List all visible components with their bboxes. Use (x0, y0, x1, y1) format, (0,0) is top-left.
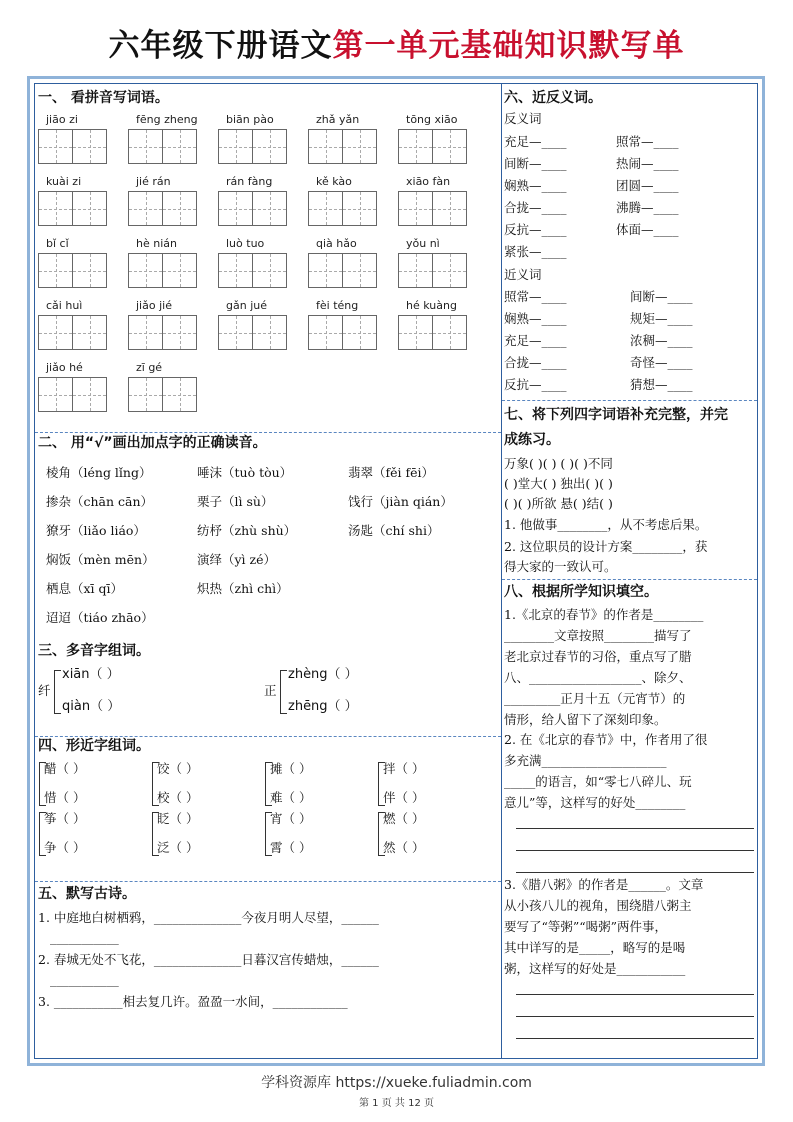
antonym-item: 娴熟—____ (504, 178, 567, 193)
similar-char-item: 惜（ ） (44, 790, 86, 805)
answer-line (516, 872, 754, 873)
writing-grid (218, 129, 286, 164)
reading-item: 炽热（zhì chì） (197, 581, 289, 596)
writing-grid (128, 377, 196, 412)
section-5-title: 五、默写古诗。 (38, 886, 136, 902)
reading-item: 栗子（lì sù） (197, 494, 274, 509)
grid-cell (398, 253, 433, 288)
antonym-item: 间断—____ (504, 156, 567, 171)
grid-cell (72, 315, 107, 350)
fill-line: 1.《北京的春节》的作者是________ (504, 607, 704, 622)
writing-grid (398, 315, 466, 350)
section-2-title: 二、 用“√”画出加点字的正确读音。 (38, 435, 267, 451)
divider (502, 579, 757, 580)
similar-char-item: 拌（ ） (383, 761, 425, 776)
brace (265, 812, 272, 856)
poem-line-1b: ___________ (50, 930, 119, 945)
fill-line: _________正月十五（元宵节）的 (504, 691, 686, 706)
writing-grid (38, 129, 106, 164)
grid-cell (308, 191, 343, 226)
grid-cell (308, 253, 343, 288)
writing-grid (308, 315, 376, 350)
pinyin-label: bǐ cǐ (46, 237, 69, 250)
similar-char-item: 眨（ ） (157, 811, 199, 826)
synonym-item: 浓稠—____ (630, 333, 693, 348)
similar-char-item: 争（ ） (44, 840, 86, 855)
reading-item: 唾沫（tuò tòu） (197, 465, 293, 480)
antonym-item: 热闹—____ (616, 156, 679, 171)
answer-line (516, 850, 754, 851)
fill-line: 要写了“等粥”“喝粥”两件事， (504, 919, 668, 934)
poem-line-3: 3. ___________相去复几许。盈盈一水间，____________ (38, 994, 348, 1009)
pinyin-label: qià hǎo (316, 237, 357, 250)
pinyin-label: hé kuàng (406, 299, 457, 312)
grid-cell (128, 191, 163, 226)
reading-item: 饯行（jiàn qián） (348, 494, 453, 509)
grid-cell (38, 129, 73, 164)
similar-char-item: 摊（ ） (270, 761, 312, 776)
poem-line-2b: ___________ (50, 972, 119, 987)
footer-source: 学科资源库 https://xueke.fuliadmin.com (261, 1075, 532, 1091)
pinyin-label: cǎi huì (46, 299, 83, 312)
synonym-item: 规矩—____ (630, 311, 693, 326)
brace (280, 670, 287, 714)
grid-cell (72, 253, 107, 288)
poem-line-1: 1. 中庭地白树栖鸦，______________今夜月明人尽望，______ (38, 910, 379, 925)
grid-cell (252, 315, 287, 350)
section-8-title: 八、根据所学知识填空。 (504, 584, 658, 600)
antonym-item: 体面—____ (616, 222, 679, 237)
reading-item: 栖息（xī qī） (46, 581, 124, 596)
pinyin-label: yǒu nì (406, 237, 440, 250)
antonym-item: 合拢—____ (504, 200, 567, 215)
grid-cell (218, 315, 253, 350)
similar-char-item: 伴（ ） (383, 790, 425, 805)
brace (378, 762, 385, 806)
synonym-item: 合拢—____ (504, 355, 567, 370)
grid-cell (398, 191, 433, 226)
pinyin-label: jiǎo hé (46, 361, 83, 374)
fill-line: _____的语言，如“零七八碎儿、玩 (504, 774, 692, 789)
writing-grid (308, 253, 376, 288)
reading-item: 獠牙（liǎo liáo） (46, 523, 146, 538)
grid-cell (252, 253, 287, 288)
reading-item: 掺杂（chān cān） (46, 494, 154, 509)
grid-cell (38, 315, 73, 350)
section-7-title-cont: 成练习。 (504, 432, 560, 448)
answer-line (516, 994, 754, 995)
antonym-item: 照常—____ (616, 134, 679, 149)
answer-line (516, 1016, 754, 1017)
grid-cell (38, 191, 73, 226)
synonym-label: 近义词 (504, 267, 542, 282)
fill-line: 老北京过春节的习俗，重点写了腊 (504, 649, 692, 664)
similar-char-item: 宵（ ） (270, 811, 312, 826)
reading-item: 演绎（yì zé） (197, 552, 277, 567)
grid-cell (38, 253, 73, 288)
page-title (0, 26, 793, 66)
grid-cell (342, 191, 377, 226)
brace (378, 812, 385, 856)
fill-line: 3.《腊八粥》的作者是______。文章 (504, 877, 704, 892)
writing-grid (38, 315, 106, 350)
synonym-item: 间断—____ (630, 289, 693, 304)
pinyin-label: fēng zheng (136, 113, 198, 126)
writing-grid (218, 253, 286, 288)
writing-grid (128, 129, 196, 164)
pinyin-label: gǎn jué (226, 299, 267, 312)
antonym-item: 充足—____ (504, 134, 567, 149)
grid-cell (432, 129, 467, 164)
idiom-question-2: 2. 这位职员的设计方案________，获 (504, 539, 708, 554)
idiom-row-2: ( )堂大( ) 独出( )( ) (504, 476, 613, 491)
idiom-row-3: ( )( )所欲 悬( )结( ) (504, 496, 613, 511)
synonym-item: 充足—____ (504, 333, 567, 348)
reading-item: 焖饭（mèn mēn） (46, 552, 155, 567)
pinyin-label: xiāo fàn (406, 175, 451, 188)
synonym-item: 猜想—____ (630, 377, 693, 392)
writing-grid (308, 191, 376, 226)
polyphone-1b: qiàn（ ） (62, 699, 121, 714)
pinyin-label: zī gé (136, 361, 163, 374)
polyphone-2b: zhēng（ ） (288, 699, 358, 714)
grid-cell (218, 129, 253, 164)
writing-grid (38, 377, 106, 412)
synonym-item: 反抗—____ (504, 377, 567, 392)
grid-cell (432, 253, 467, 288)
similar-char-item: 然（ ） (383, 840, 425, 855)
section-4-title: 四、形近字组词。 (38, 738, 150, 754)
writing-grid (38, 253, 106, 288)
fill-line: 从小孩八儿的视角，围绕腊八粥主 (504, 898, 692, 913)
writing-grid (128, 253, 196, 288)
antonym-item: 团圆—____ (616, 178, 679, 193)
grid-cell (308, 129, 343, 164)
synonym-item: 照常—____ (504, 289, 567, 304)
polyphone-char-2: 正 (264, 683, 277, 698)
section-7-title: 七、将下列四字词语补充完整，并完 (504, 407, 728, 423)
grid-cell (252, 191, 287, 226)
pinyin-label: tōng xiāo (406, 113, 458, 126)
grid-cell (162, 191, 197, 226)
poem-line-2: 2. 春城无处不飞花，______________日暮汉宫传蜡烛，______ (38, 952, 379, 967)
title-black: 六年级下册语文 (108, 28, 333, 64)
divider (35, 881, 501, 882)
divider (502, 400, 757, 401)
column-divider (501, 84, 502, 1058)
grid-cell (128, 377, 163, 412)
idiom-row-1: 万象( )( ) ( )( )不同 (504, 456, 613, 471)
writing-grid (218, 191, 286, 226)
grid-cell (162, 377, 197, 412)
writing-grid (38, 191, 106, 226)
idiom-question-1: 1. 他做事________，从不考虑后果。 (504, 517, 708, 532)
brace (152, 762, 159, 806)
grid-cell (162, 253, 197, 288)
pinyin-label: fèi téng (316, 299, 359, 312)
fill-line: 粥，这样写的好处是___________ (504, 961, 686, 976)
fill-line: 意儿”等，这样写的好处________ (504, 795, 686, 810)
grid-cell (128, 315, 163, 350)
pinyin-label: biān pào (226, 113, 274, 126)
grid-cell (252, 129, 287, 164)
pinyin-label: kuài zi (46, 175, 82, 188)
grid-cell (432, 315, 467, 350)
writing-grid (398, 253, 466, 288)
answer-line (516, 828, 754, 829)
answer-line (516, 1038, 754, 1039)
antonym-item: 沸腾—____ (616, 200, 679, 215)
reading-item: 汤匙（chí shi） (348, 523, 440, 538)
similar-char-item: 筝（ ） (44, 811, 86, 826)
writing-grid (398, 191, 466, 226)
reading-item: 迢迢（tiáo zhāo） (46, 610, 154, 625)
similar-char-item: 难（ ） (270, 790, 312, 805)
grid-cell (342, 129, 377, 164)
polyphone-2a: zhèng（ ） (288, 667, 358, 682)
section-1-title: 一、 看拼音写词语。 (38, 90, 169, 106)
section-3-title: 三、多音字组词。 (38, 643, 150, 659)
brace (54, 670, 61, 714)
fill-line: 八、__________________、除夕、 (504, 670, 692, 685)
fill-line: 2. 在《北京的春节》中，作者用了很 (504, 732, 708, 747)
pinyin-label: luò tuo (226, 237, 265, 250)
grid-cell (162, 315, 197, 350)
grid-cell (342, 315, 377, 350)
writing-grid (128, 315, 196, 350)
grid-cell (218, 191, 253, 226)
grid-cell (38, 377, 73, 412)
polyphone-1a: xiān（ ） (62, 667, 120, 682)
antonym-item: 紧张—____ (504, 244, 567, 259)
similar-char-item: 校（ ） (157, 790, 199, 805)
pinyin-label: zhǎ yǎn (316, 113, 360, 126)
title-red: 第一单元基础知识默写单 (332, 28, 685, 64)
antonym-label: 反义词 (504, 111, 542, 126)
reading-item: 翡翠（fěi fēi） (348, 465, 435, 480)
similar-char-item: 燃（ ） (383, 811, 425, 826)
pinyin-label: hè nián (136, 237, 177, 250)
writing-grid (308, 129, 376, 164)
antonym-item: 反抗—____ (504, 222, 567, 237)
fill-line: ________文章按照________描写了 (504, 628, 692, 643)
reading-item: 纺杼（zhù shù） (197, 523, 297, 538)
brace (265, 762, 272, 806)
grid-cell (398, 315, 433, 350)
similar-char-item: 醋（ ） (44, 761, 86, 776)
pinyin-label: jié rán (136, 175, 171, 188)
brace (152, 812, 159, 856)
pinyin-label: rán fàng (226, 175, 273, 188)
brace (39, 812, 46, 856)
idiom-question-2b: 得大家的一致认可。 (504, 559, 617, 574)
similar-char-item: 霄（ ） (270, 840, 312, 855)
grid-cell (432, 191, 467, 226)
grid-cell (218, 253, 253, 288)
grid-cell (308, 315, 343, 350)
grid-cell (72, 377, 107, 412)
grid-cell (342, 253, 377, 288)
similar-char-item: 饺（ ） (157, 761, 199, 776)
fill-line: 情形，给人留下了深刻印象。 (504, 712, 667, 727)
fill-line: 其中详写的是_____，略写的是喝 (504, 940, 686, 955)
brace (39, 762, 46, 806)
grid-cell (128, 129, 163, 164)
pinyin-label: jiǎo jié (136, 299, 172, 312)
similar-char-item: 泛（ ） (157, 840, 199, 855)
reading-item: 棱角（léng lǐng） (46, 465, 152, 480)
grid-cell (162, 129, 197, 164)
page-number: 第 1 页 共 12 页 (359, 1098, 434, 1109)
grid-cell (128, 253, 163, 288)
writing-grid (398, 129, 466, 164)
writing-grid (218, 315, 286, 350)
grid-cell (72, 191, 107, 226)
pinyin-label: kě kào (316, 175, 352, 188)
polyphone-char-1: 纤 (38, 683, 51, 698)
section-6-title: 六、近反义词。 (504, 90, 602, 106)
fill-line: 多充满____________________ (504, 753, 667, 768)
pinyin-label: jiāo zi (46, 113, 78, 126)
grid-cell (72, 129, 107, 164)
synonym-item: 娴熟—____ (504, 311, 567, 326)
grid-cell (398, 129, 433, 164)
synonym-item: 奇怪—____ (630, 355, 693, 370)
writing-grid (128, 191, 196, 226)
